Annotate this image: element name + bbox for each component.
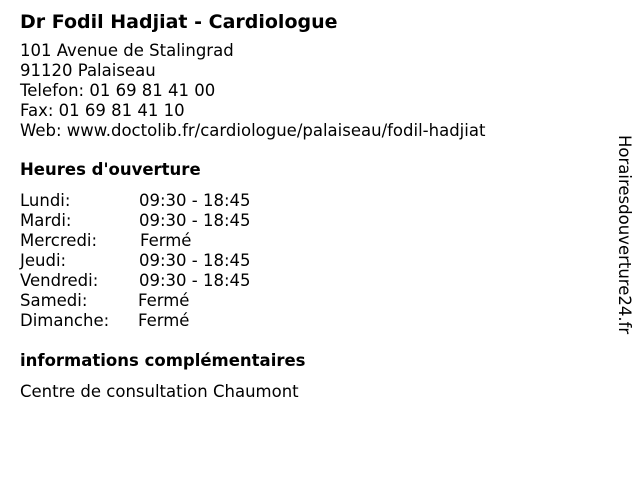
hours-row-thursday [20, 251, 600, 271]
business-listing [20, 10, 600, 402]
opening-hours-heading: Heures d'ouverture [20, 160, 201, 179]
day-label: Samedi: [20, 291, 88, 310]
hours-value: Fermé [138, 311, 190, 330]
day-label: Mardi: [20, 211, 72, 230]
fax-number: Fax: 01 69 81 41 10 [20, 101, 185, 120]
hours-value: 09:30 - 18:45 [139, 251, 251, 270]
day-label: Dimanche: [20, 311, 110, 330]
day-label: Jeudi: [20, 251, 67, 270]
hours-row-tuesday [20, 211, 600, 231]
additional-info-heading: informations complémentaires [20, 351, 306, 370]
additional-info-text: Centre de consultation Chaumont [20, 382, 299, 401]
address-street: 101 Avenue de Stalingrad [20, 41, 234, 60]
hours-value: Fermé [140, 231, 192, 250]
website-line: Web: www.doctolib.fr/cardiologue/palaiseau/fodil-hadjiat [20, 121, 486, 140]
day-label: Vendredi: [20, 271, 99, 290]
hours-value: Fermé [138, 291, 190, 310]
hours-row-saturday [20, 291, 600, 311]
hours-value: 09:30 - 18:45 [139, 191, 251, 210]
day-label: Mercredi: [20, 231, 98, 250]
hours-value: 09:30 - 18:45 [139, 211, 251, 230]
hours-row-wednesday [20, 231, 600, 251]
hours-row-monday [20, 191, 600, 211]
hours-row-sunday [20, 311, 600, 331]
opening-hours-table [20, 191, 600, 331]
phone-number: Telefon: 01 69 81 41 00 [20, 81, 216, 100]
hours-row-friday [20, 271, 600, 291]
hours-value: 09:30 - 18:45 [139, 271, 251, 290]
address-city: 91120 Palaiseau [20, 61, 156, 80]
site-watermark: Horairesdouverture24.fr [615, 135, 634, 335]
day-label: Lundi: [20, 191, 71, 210]
page-title: Dr Fodil Hadjiat - Cardiologue [20, 11, 338, 33]
